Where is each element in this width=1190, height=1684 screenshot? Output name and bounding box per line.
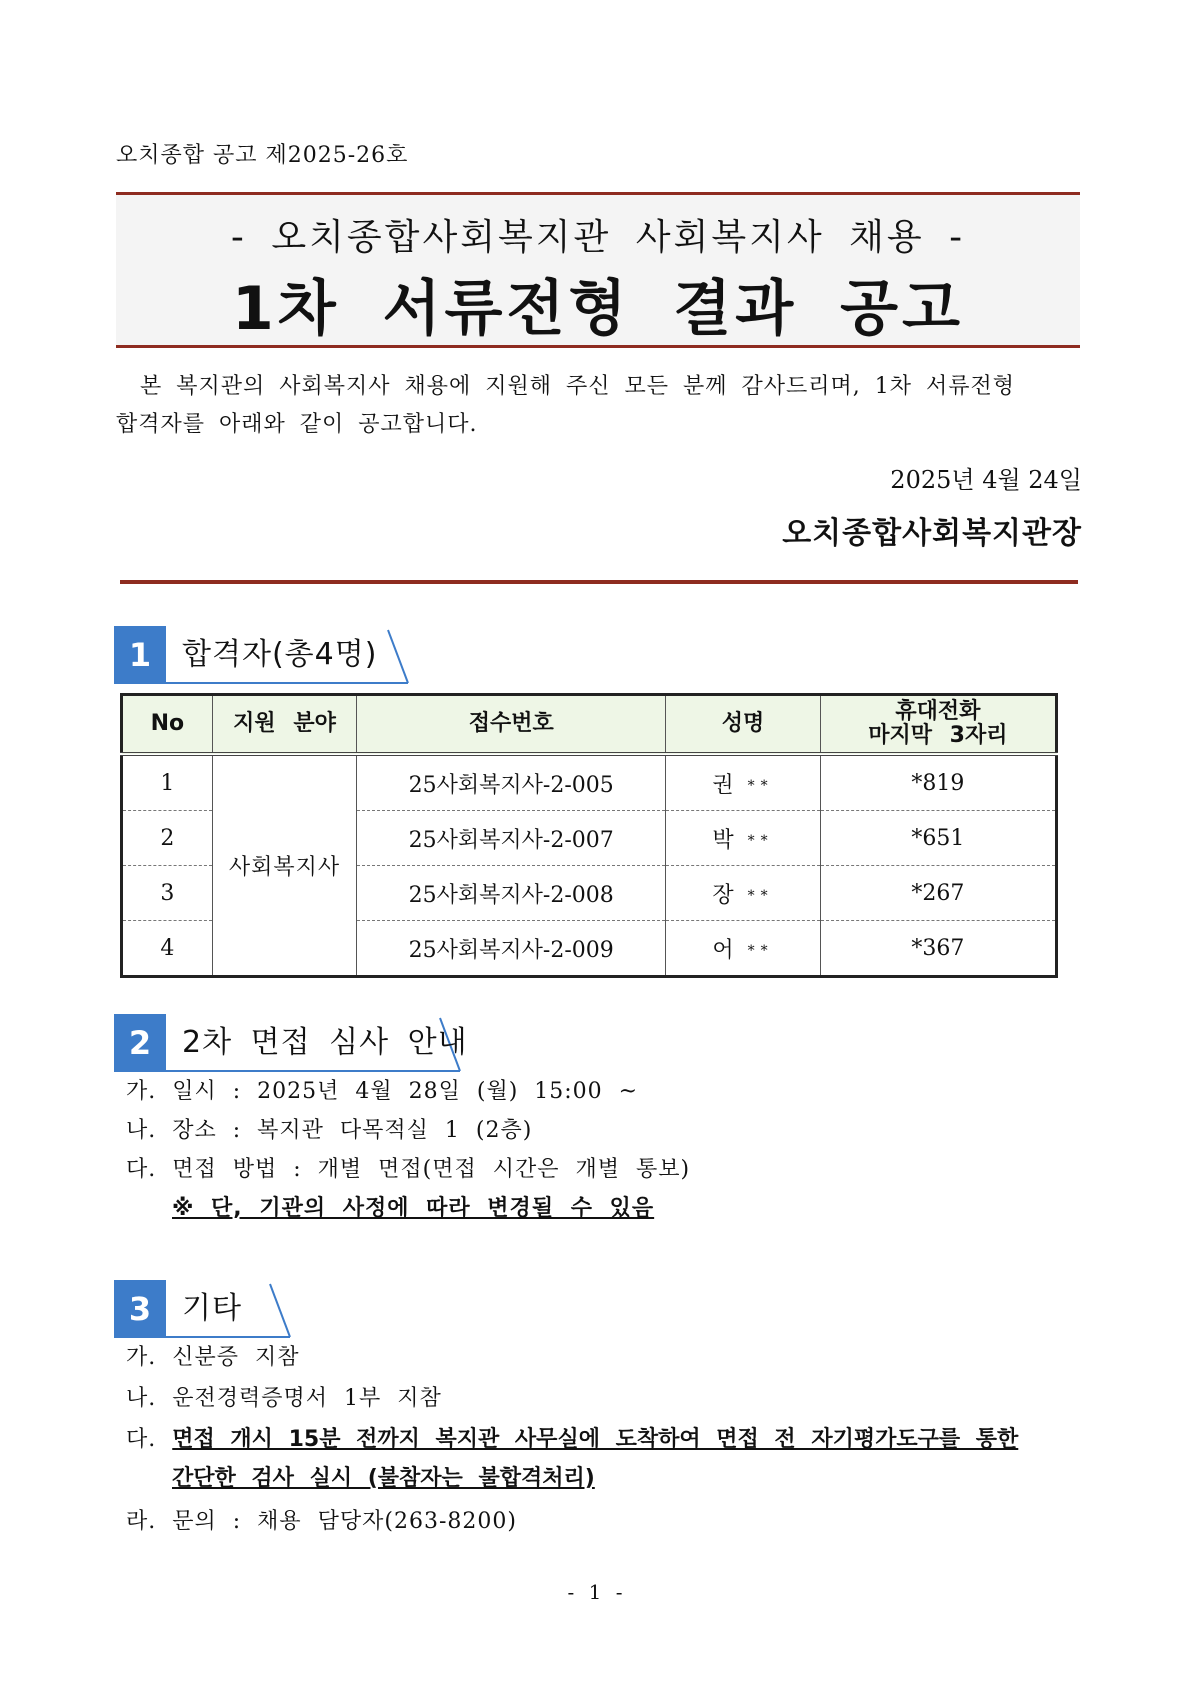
cell-no: 4 (122, 921, 213, 977)
item-contact: 라. 문의 : 채용 담당자(263-8200) (126, 1509, 517, 1534)
section-2-header (114, 1014, 474, 1072)
name-mask: ** (747, 887, 774, 904)
cell-no: 1 (160, 770, 175, 796)
item-self-assessment (126, 1422, 1018, 1453)
col-header-field: 지원 분야 (212, 695, 357, 755)
col-header-phone-line1: 휴대전화 (895, 699, 981, 724)
interview-datetime: 가. 일시 : 2025년 4월 28일 (월) 15:00 ~ (126, 1079, 639, 1104)
cell-phone: *367 (820, 921, 1056, 977)
name-initial: 장 (712, 882, 734, 908)
name-mask: ** (747, 942, 774, 959)
name-initial: 박 (712, 827, 734, 853)
section-3-title: 기타 (182, 1291, 242, 1326)
section-2-title: 2차 면접 심사 안내 (182, 1025, 468, 1060)
item-driving-record: 나. 운전경력증명서 1부 지참 (126, 1386, 442, 1411)
col-header-name: 성명 (666, 695, 821, 755)
section-1-title: 합격자(총4명) (182, 637, 378, 672)
name-initial: 어 (712, 937, 734, 963)
title-main: 1차 서류전형 결과 공고 (231, 274, 965, 344)
section-3-header (114, 1280, 314, 1338)
interview-method: 다. 면접 방법 : 개별 면접(면접 시간은 개별 통보) (126, 1157, 691, 1182)
cell-name (666, 754, 821, 811)
interview-location: 나. 장소 : 복지관 다목적실 1 (2층) (126, 1118, 533, 1143)
name-initial: 권 (712, 772, 734, 798)
cell-phone: *651 (820, 811, 1056, 866)
intro-line-1: 본 복지관의 사회복지사 채용에 지원해 주신 모든 분께 감사드리며, 1차 서류전형 (140, 374, 1015, 399)
item-id-card: 가. 신분증 지참 (126, 1345, 300, 1370)
title-box (116, 192, 1080, 348)
cell-field: 사회복지사 (212, 754, 357, 977)
cell-no: 3 (122, 866, 213, 921)
divider-line (120, 580, 1078, 584)
col-header-receipt-number: 접수번호 (357, 695, 666, 755)
cell-no: 2 (122, 811, 213, 866)
cell-receipt-number: 25사회복지사-2-009 (357, 921, 666, 977)
cell-receipt-number: 25사회복지사-2-008 (357, 866, 666, 921)
cell-receipt-number: 25사회복지사-2-005 (357, 754, 666, 811)
section-1-header (114, 626, 414, 684)
passed-candidates-table (120, 693, 1058, 978)
notice-date: 2025년 4월 24일 (890, 466, 1082, 494)
intro-line-2: 합격자를 아래와 같이 공고합니다. (116, 412, 478, 437)
col-header-no: No (122, 695, 213, 755)
title-subtitle: - 오치종합사회복지관 사회복지사 채용 - (230, 217, 966, 258)
intro-paragraph (116, 368, 1080, 444)
organization-head: 오치종합사회복지관장 (782, 516, 1082, 551)
cell-phone: *267 (820, 866, 1056, 921)
item-c-line1: 면접 개시 15분 전까지 복지관 사무실에 도착하여 면접 전 자기평가도구를 통한 (172, 1427, 1019, 1452)
name-mask: ** (747, 832, 774, 849)
item-c-line2: 간단한 검사 실시 (불참자는 불합격처리) (172, 1466, 595, 1491)
cell-name (666, 866, 821, 921)
name-mask: ** (747, 777, 774, 794)
table-header-row (122, 695, 1057, 755)
page-number: - 1 - (567, 1580, 623, 1604)
section-1-number: 1 (114, 626, 166, 684)
change-notice: ※ 단, 기관의 사정에 따라 변경될 수 있음 (172, 1196, 655, 1221)
notice-number: 오치종합 공고 제2025-26호 (116, 143, 409, 168)
cell-name (666, 921, 821, 977)
table-row (122, 754, 1057, 811)
item-c-prefix: 다. (126, 1427, 157, 1452)
col-header-phone-line2: 마지막 3자리 (868, 723, 1008, 748)
cell-phone: *819 (820, 754, 1056, 811)
section-3-number: 3 (114, 1280, 166, 1338)
col-header-phone (820, 695, 1056, 755)
section-2-number: 2 (114, 1014, 166, 1072)
cell-receipt-number: 25사회복지사-2-007 (357, 811, 666, 866)
cell-name (666, 811, 821, 866)
